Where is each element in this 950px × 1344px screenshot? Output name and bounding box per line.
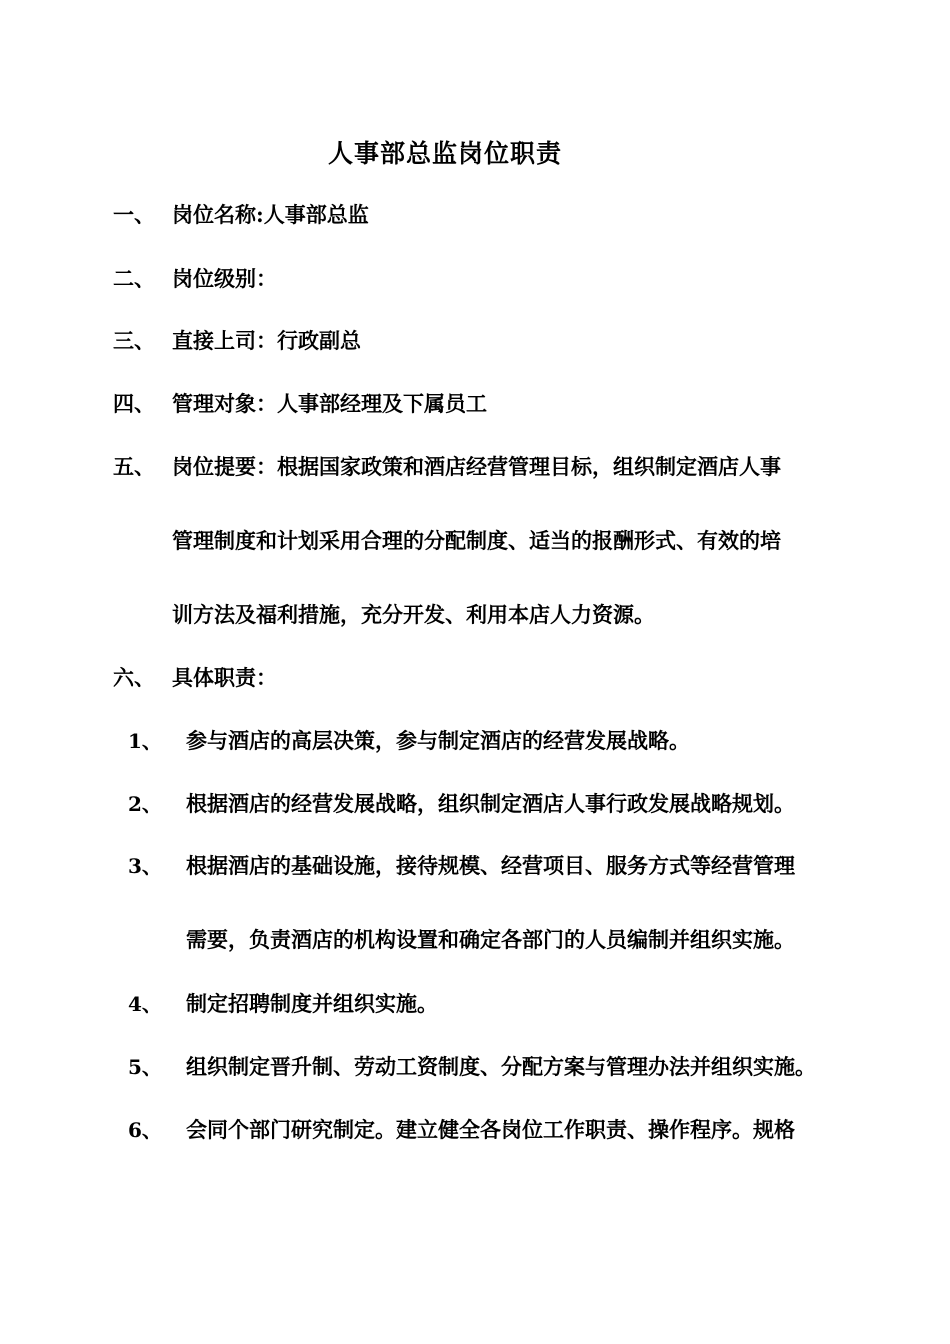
section-number: 六、 bbox=[113, 665, 155, 690]
section-text: 岗位名称:人事部总监 bbox=[172, 202, 369, 227]
section-number: 五、 bbox=[113, 454, 155, 479]
duty-number: 4、 bbox=[128, 992, 162, 1016]
duty-number: 2、 bbox=[128, 792, 162, 816]
duty-number: 3、 bbox=[128, 854, 162, 878]
duty-text-line: 根据酒店的基础设施，接待规模、经营项目、服务方式等经营管理 bbox=[186, 853, 795, 878]
section-text-line: 岗位提要：根据国家政策和酒店经营管理目标，组织制定酒店人事 bbox=[172, 454, 781, 479]
section-text: 管理对象：人事部经理及下属员工 bbox=[172, 391, 487, 416]
section-number: 三、 bbox=[113, 328, 155, 353]
section-number: 一、 bbox=[113, 202, 155, 227]
section-text: 岗位级别： bbox=[172, 266, 277, 291]
duty-number: 6、 bbox=[128, 1118, 162, 1142]
duty-number: 1、 bbox=[128, 729, 162, 753]
section-number: 四、 bbox=[113, 391, 155, 416]
duty-text-line: 会同个部门研究制定。建立健全各岗位工作职责、操作程序。规格 bbox=[186, 1117, 795, 1142]
duty-number: 5、 bbox=[128, 1055, 162, 1079]
duty-text-line: 参与酒店的高层决策，参与制定酒店的经营发展战略。 bbox=[186, 728, 690, 753]
document-title: 人事部总监岗位职责 bbox=[327, 139, 562, 168]
section-text: 具体职责： bbox=[172, 665, 277, 690]
section-text-line: 管理制度和计划采用合理的分配制度、适当的报酬形式、有效的培 bbox=[172, 528, 781, 553]
duty-text-line: 制定招聘制度并组织实施。 bbox=[186, 991, 438, 1016]
section-text-line: 训方法及福利措施，充分开发、利用本店人力资源。 bbox=[172, 602, 655, 627]
duty-text-line: 组织制定晋升制、劳动工资制度、分配方案与管理办法并组织实施。 bbox=[186, 1054, 816, 1079]
duty-text-line: 根据酒店的经营发展战略，组织制定酒店人事行政发展战略规划。 bbox=[186, 791, 795, 816]
duty-text-line: 需要，负责酒店的机构设置和确定各部门的人员编制并组织实施。 bbox=[186, 927, 795, 952]
section-number: 二、 bbox=[113, 266, 155, 291]
section-text: 直接上司：行政副总 bbox=[172, 328, 361, 353]
